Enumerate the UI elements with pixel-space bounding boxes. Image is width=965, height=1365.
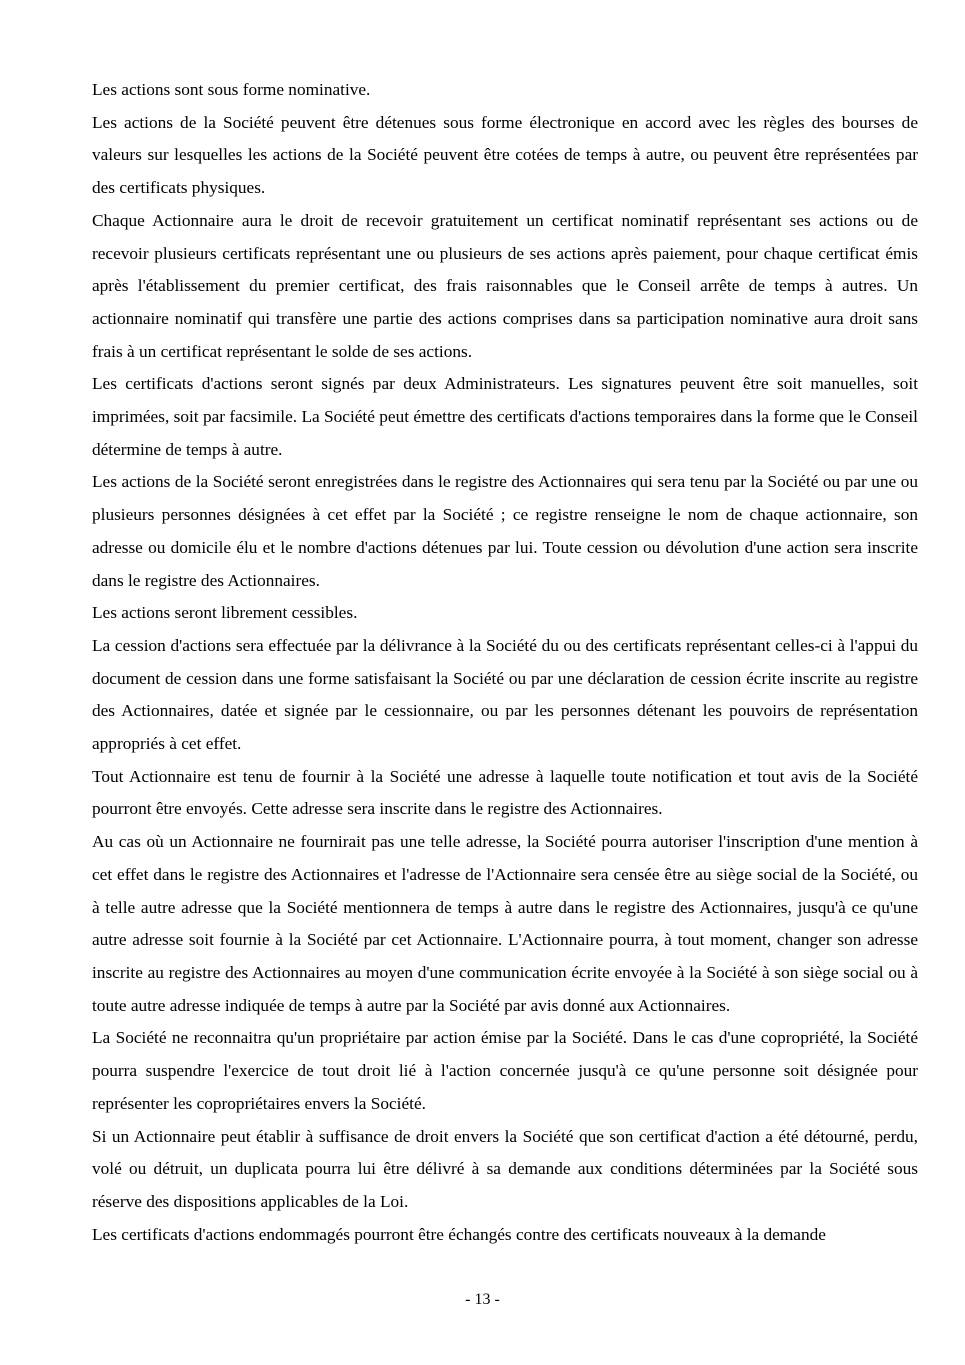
paragraph-certificate-right: Chaque Actionnaire aura le droit de recevoir gratuitement un certificat nominatif représentant ses actions ou de recevoir plusieurs certificats représentant une ou plusieurs de ses actions après paiement, pour chaque certificat émis après l'établissement du premier certificat, des frais raisonnables que le Conseil arrête de temps à autres. Un actionnaire nominatif qui transfère une partie des actions comprises dans sa participation nominative aura droit sans frais à un certificat représentant le solde de ses actions. [92,210,918,361]
paragraph-transfer-procedure: La cession d'actions sera effectuée par la délivrance à la Société du ou des certificats représentant celles-ci à l'appui du document de cession dans une forme satisfaisant la Société ou par une déclaration de cession écrite inscrite au registre des Actionnaires, datée et signée par le cessionnaire, ou par les personnes détenant les pouvoirs de représentation appropriés à cet effet. [92,635,918,754]
paragraph-shareholder-register: Les actions de la Société seront enregistrées dans le registre des Actionnaires qui sera tenu par la Société ou par une ou plusieurs personnes désignées à cet effet par la Société ; ce registre renseigne le nom de chaque actionnaire, son adresse ou domicile élu et le nombre d'actions détenues par lui. Toute cession ou dévolution d'une action sera inscrite dans le registre des Actionnaires. [92,472,918,590]
document-body [92,74,918,1251]
paragraph-address-requirement: Tout Actionnaire est tenu de fournir à la Société une adresse à laquelle toute notification et tout avis de la Société pourront être envoyés. Cette adresse sera inscrite dans le registre des Actionnaires. [92,766,918,819]
paragraph-electronic-shares: Les actions de la Société peuvent être détenues sous forme électronique en accord avec les règles des bourses de valeurs sur lesquelles les actions de la Société peuvent être cotées de temps à autre, ou peuvent être représentées par des certificats physiques. [92,112,918,198]
paragraph-missing-address: Au cas où un Actionnaire ne fournirait pas une telle adresse, la Société pourra autoriser l'inscription d'une mention à cet effet dans le registre des Actionnaires et l'adresse de l'Actionnaire sera censée être au siège social de la Société, ou à telle autre adresse que la Société mentionnera de temps à autre dans le registre des Actionnaires, jusqu'à ce qu'une autre adresse soit fournie à la Société par cet Actionnaire. L'Actionnaire pourra, à tout moment, changer son adresse inscrite au registre des Actionnaires au moyen d'une communication écrite envoyée à la Société à son siège social ou à toute autre adresse indiquée de temps à autre par la Société par avis donné aux Actionnaires. [92,832,918,1015]
paragraph-co-ownership: La Société ne reconnaitra qu'un propriétaire par action émise par la Société. Dans le cas d'une copropriété, la Société pourra suspendre l'exercice de tout droit lié à l'action concernée jusqu'à ce qu'une personne soit désignée pour représenter les copropriétaires envers la Société. [92,1028,918,1113]
paragraph-certificate-signatures: Les certificats d'actions seront signés par deux Administrateurs. Les signatures peuvent être soit manuelles, soit imprimées, soit par facsimile. La Société peut émettre des certificats d'actions temporaires dans la forme que le Conseil détermine de temps à autre. [92,374,918,459]
paragraph-free-transfer: Les actions seront librement cessibles. [92,603,358,623]
paragraph-lost-certificate: Si un Actionnaire peut établir à suffisance de droit envers la Société que son certificat d'action a été détourné, perdu, volé ou détruit, un duplicata pourra lui être délivré à sa demande aux conditions déterminées par la Société sous réserve des dispositions applicables de la Loi. [92,1126,918,1211]
page-number: - 13 - [465,1291,500,1308]
paragraph-damaged-certificates: Les certificats d'actions endommagés pourront être échangés contre des certificats nouveaux à la demande [92,1224,826,1244]
paragraph-form-nominative: Les actions sont sous forme nominative. [92,80,371,99]
